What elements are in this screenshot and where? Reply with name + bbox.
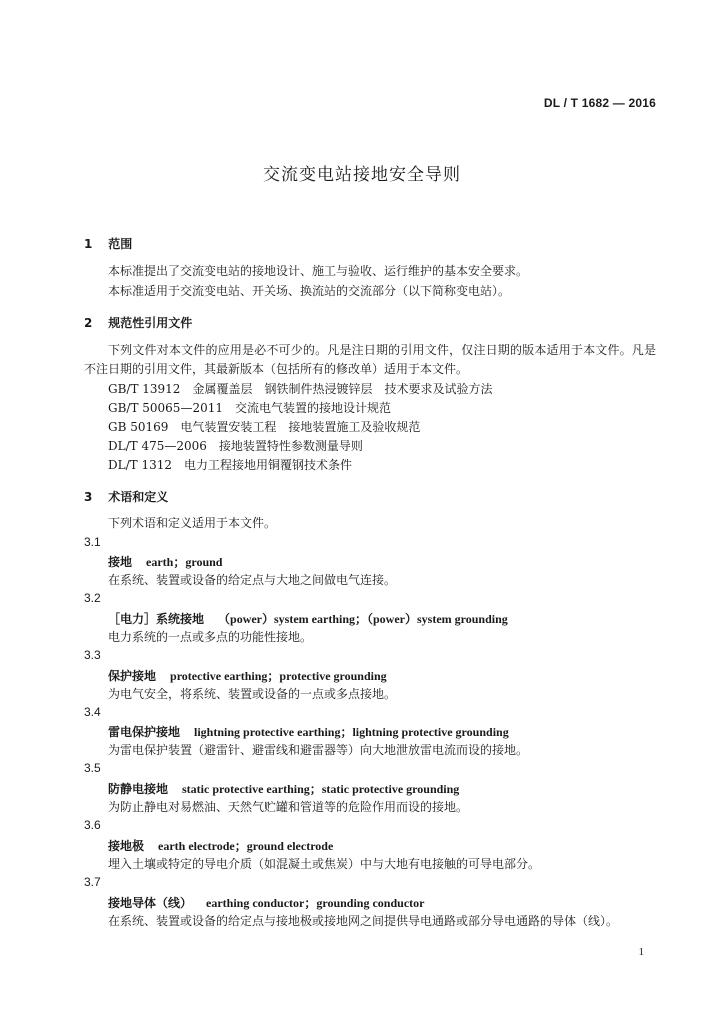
term-definition: 为防止静电对易燃油、天然气贮罐和管道等的危险作用而设的接地。 bbox=[108, 800, 469, 814]
term-en: （power）system earthing；（power）system grounding bbox=[218, 612, 508, 626]
term-en: lightning protective earthing；lightning protective grounding bbox=[194, 725, 509, 739]
section-heading-2 bbox=[84, 314, 192, 331]
term-zh: 接地导体（线） bbox=[108, 896, 193, 910]
term-number: 3.4 bbox=[84, 705, 101, 719]
reference-code: GB/T 50065—2011 bbox=[108, 401, 223, 415]
term-zh: ［电力］系统接地 bbox=[108, 612, 205, 626]
section-number: 2 bbox=[84, 316, 93, 330]
term-entry bbox=[108, 723, 509, 740]
reference-item bbox=[108, 418, 420, 435]
paragraph: 下列术语和定义适用于本文件。 bbox=[108, 516, 277, 530]
section-title: 术语和定义 bbox=[108, 490, 169, 504]
reference-item bbox=[108, 456, 352, 473]
section-title: 范围 bbox=[108, 237, 133, 251]
document-title: 交流变电站接地安全导则 bbox=[263, 165, 461, 185]
reference-code: DL/T 475—2006 bbox=[108, 439, 207, 453]
reference-item bbox=[108, 437, 363, 454]
term-definition: 在系统、装置或设备的给定点与大地之间做电气连接。 bbox=[108, 573, 397, 587]
reference-code: GB 50169 bbox=[108, 420, 169, 434]
term-number: 3.3 bbox=[84, 648, 101, 662]
section-number: 3 bbox=[84, 490, 93, 504]
term-definition: 在系统、装置或设备的给定点与接地极或接地网之间提供导电通路或部分导电通路的导体（线）。 bbox=[108, 914, 619, 928]
term-definition: 为电气安全，将系统、装置或设备的一点或多点接地。 bbox=[108, 687, 397, 701]
term-number: 3.2 bbox=[84, 591, 101, 605]
reference-item bbox=[108, 380, 492, 397]
term-number: 3.7 bbox=[84, 875, 101, 889]
doc-code-header: DL / T 1682 — 2016 bbox=[543, 96, 656, 110]
term-entry bbox=[108, 894, 424, 911]
reference-item bbox=[108, 399, 391, 416]
reference-code: GB/T 13912 bbox=[108, 382, 181, 396]
reference-title: 电气装置安装工程 接地装置施工及验收规范 bbox=[180, 420, 421, 434]
term-number: 3.6 bbox=[84, 818, 101, 832]
page-number: 1 bbox=[638, 946, 644, 958]
paragraph: 下列文件对本文件的应用是必不可少的。凡是注日期的引用文件，仅注日期的版本适用于本文件。凡是不注日期的引用文件，其最新版本（包括所有的修改单）适用于本文件。 bbox=[84, 343, 656, 376]
section-title: 规范性引用文件 bbox=[108, 316, 193, 330]
reference-title: 电力工程接地用铜覆钢技术条件 bbox=[184, 458, 353, 472]
term-entry bbox=[108, 610, 508, 627]
term-zh: 防静电接地 bbox=[108, 782, 169, 796]
term-entry bbox=[108, 780, 459, 797]
term-zh: 雷电保护接地 bbox=[108, 725, 181, 739]
term-en: earth electrode；ground electrode bbox=[158, 839, 334, 853]
term-zh: 保护接地 bbox=[108, 669, 157, 683]
reference-title: 接地装置特性参数测量导则 bbox=[218, 439, 363, 453]
term-zh: 接地 bbox=[108, 555, 133, 569]
term-definition: 电力系统的一点或多点的功能性接地。 bbox=[108, 630, 313, 644]
reference-title: 交流电气装置的接地设计规范 bbox=[235, 401, 392, 415]
paragraph: 本标准提出了交流变电站的接地设计、施工与验收、运行维护的基本安全要求。 bbox=[108, 264, 529, 278]
term-entry bbox=[108, 837, 333, 854]
term-entry bbox=[108, 553, 222, 570]
term-number: 3.5 bbox=[84, 761, 101, 775]
term-number: 3.1 bbox=[84, 535, 101, 549]
section-heading-3 bbox=[84, 488, 168, 505]
term-zh: 接地极 bbox=[108, 839, 145, 853]
section-heading-1 bbox=[84, 235, 132, 252]
term-definition: 为雷电保护装置（避雷针、避雷线和避雷器等）向大地泄放雷电流而设的接地。 bbox=[108, 743, 529, 757]
reference-code: DL/T 1312 bbox=[108, 458, 172, 472]
reference-title: 金属覆盖层 钢铁制件热浸镀锌层 技术要求及试验方法 bbox=[192, 382, 493, 396]
term-definition: 埋入土壤或特定的导电介质（如混凝土或焦炭）中与大地有电接触的可导电部分。 bbox=[108, 857, 541, 871]
term-en: protective earthing；protective grounding bbox=[170, 669, 387, 683]
term-en: static protective earthing；static protective grounding bbox=[182, 782, 460, 796]
term-entry bbox=[108, 667, 387, 684]
paragraph: 本标准适用于交流变电站、开关场、换流站的交流部分（以下简称变电站）。 bbox=[108, 284, 511, 298]
section-number: 1 bbox=[84, 237, 93, 251]
term-en: earth；ground bbox=[146, 555, 223, 569]
term-en: earthing conductor；grounding conductor bbox=[206, 896, 425, 910]
